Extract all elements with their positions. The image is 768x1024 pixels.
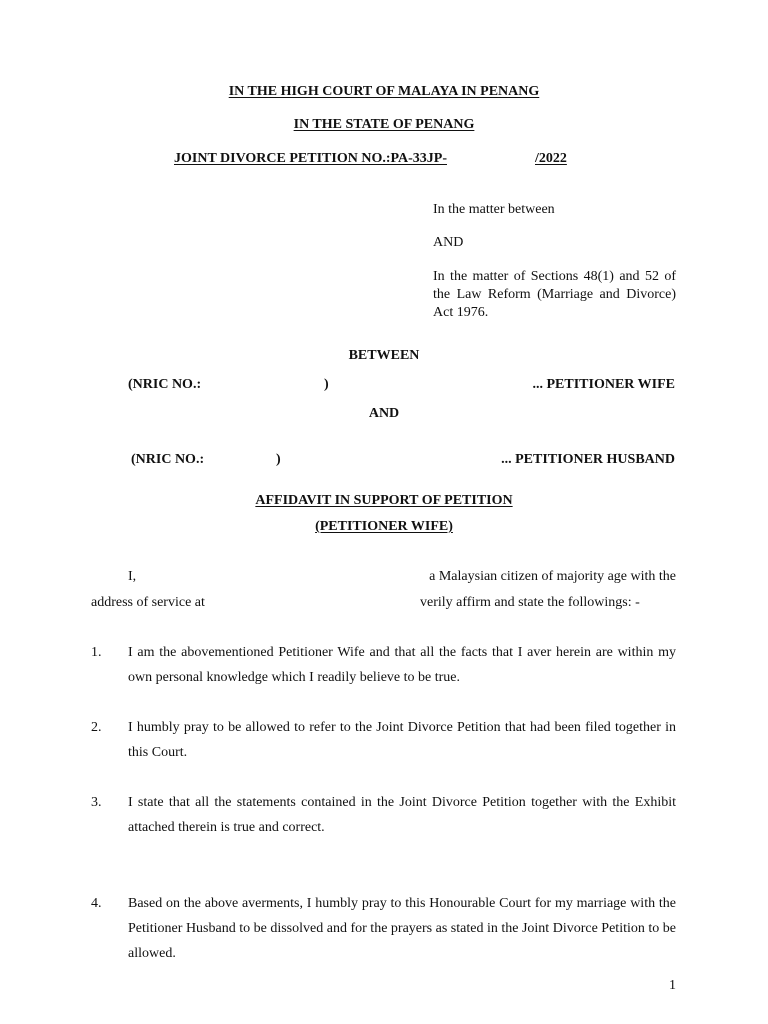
- paragraph-3-text: I state that all the statements contained in the Joint Divorce Petition together with the Exhibit attached therein is true and correct.: [128, 795, 676, 835]
- affidavit-subtitle: (PETITIONER WIFE): [315, 519, 453, 534]
- petitioner-husband-role: ... PETITIONER HUSBAND: [501, 452, 675, 467]
- petitioner-wife-role: ... PETITIONER WIFE: [532, 377, 675, 392]
- matter-statute: In the matter of Sections 48(1) and 52 of the Law Reform (Marriage and Divorce) Act 1976.: [433, 269, 676, 320]
- intro-address: address of service at: [91, 595, 205, 610]
- matter-between-label: In the matter between: [433, 202, 555, 217]
- intro-citizen: a Malaysian citizen of majority age with the: [429, 569, 676, 584]
- state-title: IN THE STATE OF PENANG: [293, 117, 475, 132]
- and-heading: AND: [368, 406, 400, 421]
- paragraph-4-number: 4.: [91, 896, 102, 911]
- matter-and-label: AND: [433, 235, 464, 250]
- paragraph-4-text: Based on the above averments, I humbly pray to this Honourable Court for my marriage with the Petitioner Husband to be dissolved and for the prayers as stated in the Joint Divorce Petition to be allowed.: [128, 896, 676, 961]
- intro-affirm: verily affirm and state the followings: -: [420, 595, 640, 610]
- paragraph-3-number: 3.: [91, 795, 102, 810]
- paragraph-1-text: I am the abovementioned Petitioner Wife and that all the facts that I aver herein are within my own personal knowledge which I readily believe to be true.: [128, 645, 676, 685]
- page-number: 1: [669, 978, 676, 993]
- between-heading: BETWEEN: [348, 348, 420, 363]
- petition-number: [174, 151, 567, 167]
- paragraph-2-number: 2.: [91, 720, 102, 735]
- wife-nric-open: (NRIC NO.:: [128, 377, 202, 392]
- court-title: IN THE HIGH COURT OF MALAYA IN PENANG: [228, 84, 540, 99]
- affidavit-title: AFFIDAVIT IN SUPPORT OF PETITION: [255, 493, 513, 508]
- petition-number-prefix: JOINT DIVORCE PETITION NO.:PA-33JP-: [174, 151, 447, 166]
- petition-number-suffix: /2022: [535, 151, 567, 166]
- husband-nric-close: ): [276, 452, 281, 467]
- intro-i: I,: [128, 569, 137, 584]
- paragraph-1-number: 1.: [91, 645, 102, 660]
- husband-nric-open: (NRIC NO.:: [131, 452, 205, 467]
- wife-nric-close: ): [324, 377, 329, 392]
- paragraph-2-text: I humbly pray to be allowed to refer to the Joint Divorce Petition that had been filed together in this Court.: [128, 720, 676, 760]
